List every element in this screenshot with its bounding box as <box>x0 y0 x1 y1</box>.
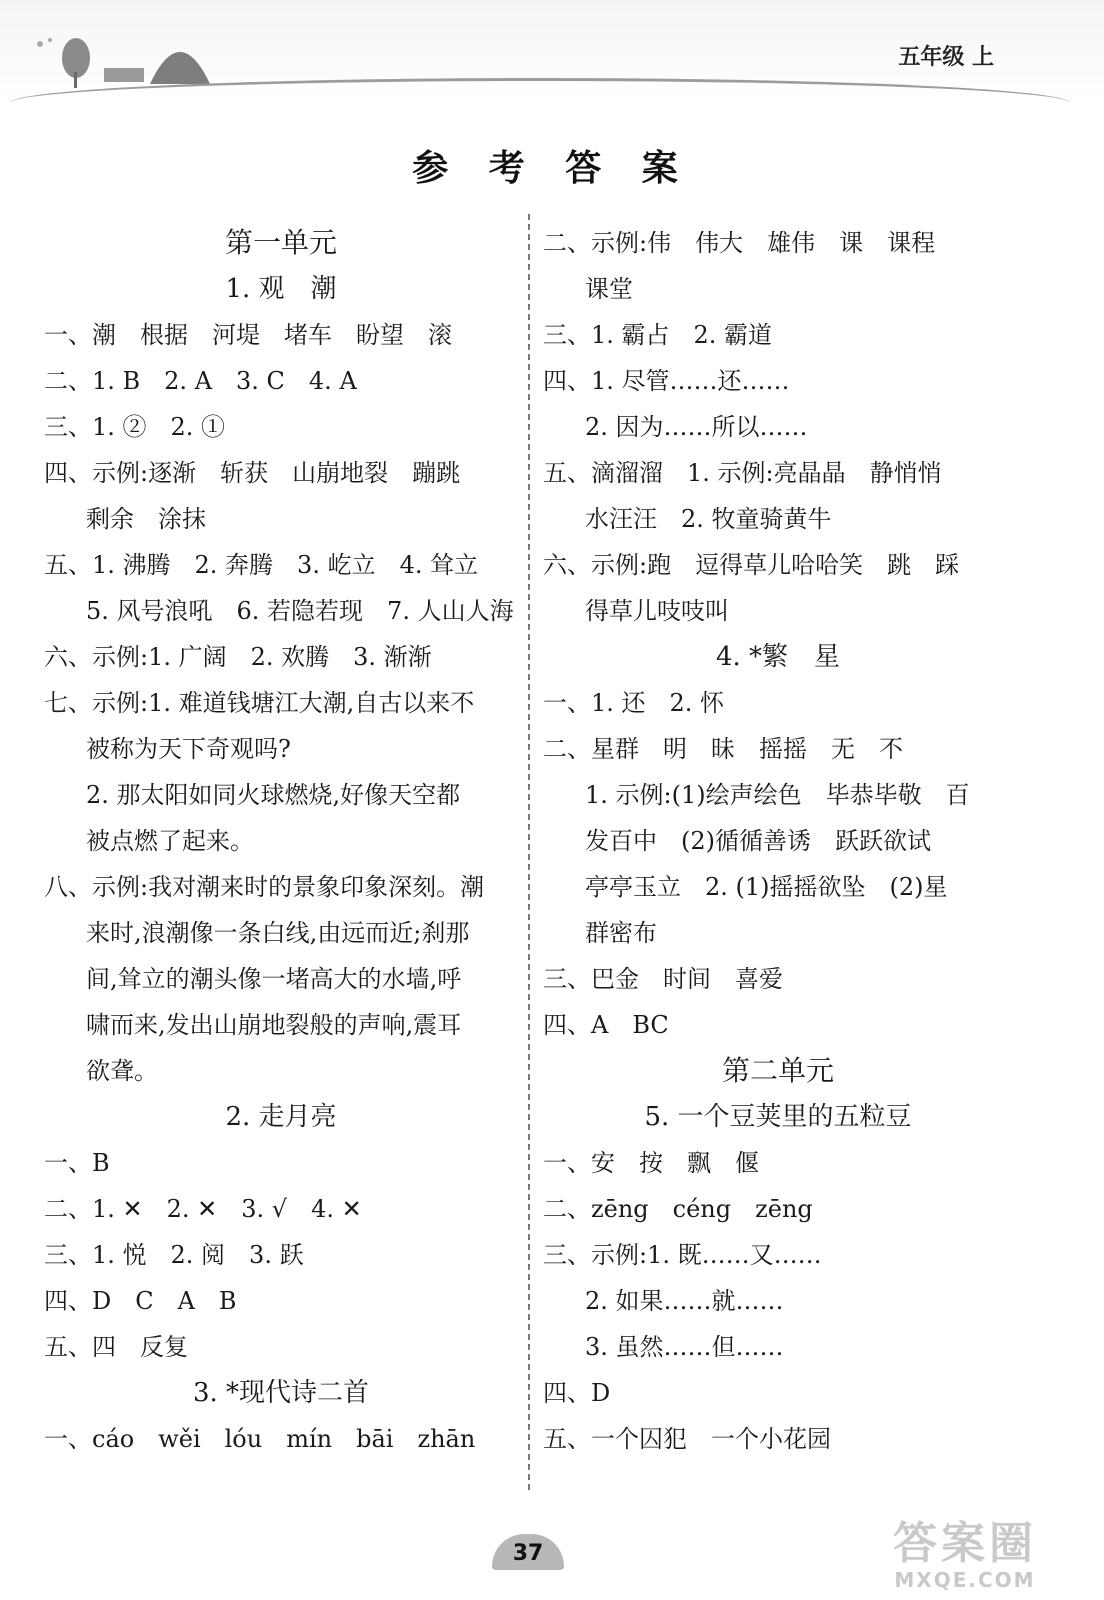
answer-line-continued: 5. 风号浪吼 6. 若隐若现 7. 人山人海 <box>86 597 514 625</box>
answer-line-continued: 间,耸立的潮头像一堵高大的水墙,呼 <box>86 965 462 993</box>
answer-line: 二、星群 明 昧 摇摇 无 不 <box>543 735 903 763</box>
answer-line: 六、示例:跑 逗得草儿哈哈笑 跳 踩 <box>543 551 960 579</box>
answer-line: 五、滴溜溜 1. 示例:亮晶晶 静悄悄 <box>543 459 942 487</box>
unit-heading: 第二单元 <box>721 1054 834 1087</box>
answer-line-continued: 啸而来,发出山崩地裂般的声响,震耳 <box>86 1011 462 1039</box>
answer-line: 二、zēng céng zēng <box>543 1195 813 1223</box>
lesson-heading: 2. 走月亮 <box>225 1102 337 1132</box>
answer-line: 五、一个囚犯 一个小花园 <box>543 1425 831 1453</box>
answer-line-continued: 剩余 涂抹 <box>86 505 206 533</box>
answer-line: 一、潮 根据 河堤 堵车 盼望 滚 <box>44 321 452 349</box>
answer-line: 四、1. 尽管……还…… <box>543 367 790 395</box>
right-column <box>543 220 1013 1462</box>
answer-line: 三、1. ② 2. ① <box>44 413 226 441</box>
watermark-logo: 答案圈 <box>893 1518 1037 1569</box>
answer-line-continued: 被点燃了起来。 <box>86 827 254 855</box>
answer-line: 八、示例:我对潮来时的景象印象深刻。潮 <box>44 873 485 901</box>
answer-line: 四、D C A B <box>44 1287 237 1315</box>
answer-line: 六、示例:1. 广阔 2. 欢腾 3. 渐渐 <box>44 643 432 671</box>
answer-line-continued: 2. 因为……所以…… <box>585 413 808 441</box>
unit-heading: 第一单元 <box>224 226 337 259</box>
answer-line-continued: 1. 示例:(1)绘声绘色 毕恭毕敬 百 <box>585 781 970 809</box>
answer-line-continued: 得草儿吱吱叫 <box>585 597 729 625</box>
answer-line-continued: 发百中 (2)循循善诱 跃跃欲试 <box>585 827 931 855</box>
answer-line-continued: 水汪汪 2. 牧童骑黄牛 <box>585 505 832 533</box>
answer-line: 一、B <box>44 1149 110 1177</box>
header-decoration <box>0 0 1104 100</box>
answer-line-continued: 来时,浪潮像一条白线,由远而近;刹那 <box>86 919 470 947</box>
answer-line-continued: 课堂 <box>585 275 633 303</box>
watermark <box>860 1520 1070 1592</box>
answer-line: 三、1. 悦 2. 阅 3. 跃 <box>44 1241 304 1269</box>
page-title: 参 考 答 案 <box>412 148 692 189</box>
answer-line: 四、示例:逐渐 斩获 山崩地裂 蹦跳 <box>44 459 461 487</box>
answer-line-continued: 3. 虽然……但…… <box>585 1333 784 1361</box>
answer-line-continued: 欲聋。 <box>86 1057 158 1085</box>
answer-line: 四、D <box>543 1379 611 1407</box>
left-column <box>44 220 518 1462</box>
lesson-heading: 3. *现代诗二首 <box>192 1378 370 1408</box>
lesson-heading: 4. *繁 星 <box>715 642 841 672</box>
lesson-heading: 1. 观 潮 <box>225 274 337 304</box>
lesson-heading: 5. 一个豆荚里的五粒豆 <box>644 1102 912 1132</box>
answer-line-continued: 2. 那太阳如同火球燃烧,好像天空都 <box>86 781 461 809</box>
answer-line: 二、1. ✕ 2. ✕ 3. √ 4. ✕ <box>44 1195 362 1223</box>
answer-line: 三、巴金 时间 喜爱 <box>543 965 783 993</box>
answer-line-continued: 亭亭玉立 2. (1)摇摇欲坠 (2)星 <box>585 873 948 901</box>
answer-line: 一、安 按 飘 偃 <box>543 1149 759 1177</box>
answer-line-continued: 2. 如果……就…… <box>585 1287 784 1315</box>
watermark-url: MXQE.COM <box>894 1568 1036 1592</box>
answer-line: 二、示例:伟 伟大 雄伟 课 课程 <box>543 229 936 257</box>
column-divider <box>528 214 530 1490</box>
grade-label: 五年级 上 <box>898 45 994 70</box>
answer-line: 一、cáo wěi lóu mín bāi zhān <box>44 1425 476 1453</box>
page-number: 37 <box>492 1534 564 1570</box>
answer-line: 三、示例:1. 既……又…… <box>543 1241 822 1269</box>
answer-line-continued: 被称为天下奇观吗? <box>86 735 291 763</box>
answer-line: 三、1. 霸占 2. 霸道 <box>543 321 773 349</box>
answer-line: 五、四 反复 <box>44 1333 188 1361</box>
answer-line: 五、1. 沸腾 2. 奔腾 3. 屹立 4. 耸立 <box>44 551 479 579</box>
answer-line-continued: 群密布 <box>585 919 657 947</box>
answer-line: 四、A BC <box>543 1011 669 1039</box>
answer-line: 七、示例:1. 难道钱塘江大潮,自古以来不 <box>44 689 475 717</box>
answer-line: 二、1. B 2. A 3. C 4. A <box>44 367 357 395</box>
answer-line: 一、1. 还 2. 怀 <box>543 689 725 717</box>
